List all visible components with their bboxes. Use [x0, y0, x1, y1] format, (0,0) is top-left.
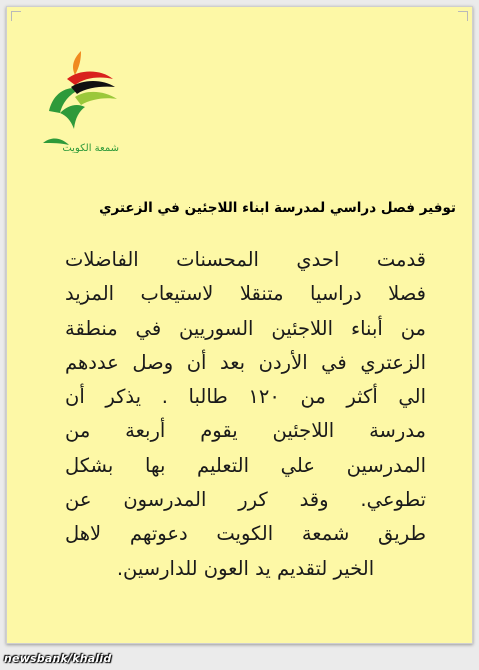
kuwait-candle-logo: [23, 49, 133, 153]
source-watermark: newsbank/khalid: [4, 652, 112, 665]
crop-mark-top-right: [458, 11, 468, 21]
article-body-line: مدرسة اللاجئين يقوم أربعة من: [65, 419, 426, 443]
article-body-line: من أبناء اللاجئين السوريين في منطقة: [65, 316, 426, 340]
article-body-line: الخير لتقديم يد العون للدارسين.: [116, 556, 375, 580]
article-body-line: فصلا دراسيا متنقلا لاستيعاب المزيد: [65, 282, 426, 306]
crop-mark-top-left: [11, 11, 21, 21]
candle-logo-icon: [23, 49, 133, 153]
article-body-line: طريق شمعة الكويت دعوتهم لاهل: [65, 522, 426, 546]
article-headline: توفير فصل دراسي لمدرسة ابناء اللاجئين في الزعتري: [99, 200, 456, 216]
article-body: [65, 243, 426, 586]
article-body-line: المدرسين علي التعليم بها بشكل: [65, 453, 426, 477]
article-body-line: تطوعي. وقد كرر المدرسون عن: [65, 488, 426, 512]
article-body-line: قدمت احدي المحسنات الفاضلات: [65, 248, 426, 271]
article-body-line: الي أكثر من ١٢٠ طالبا . يذكر أن: [65, 385, 426, 409]
article-body-line: الزعتري في الأردن بعد أن وصل عددهم: [65, 350, 426, 374]
logo-text: شمعة الكويت: [62, 143, 119, 153]
document-page: [6, 6, 473, 644]
